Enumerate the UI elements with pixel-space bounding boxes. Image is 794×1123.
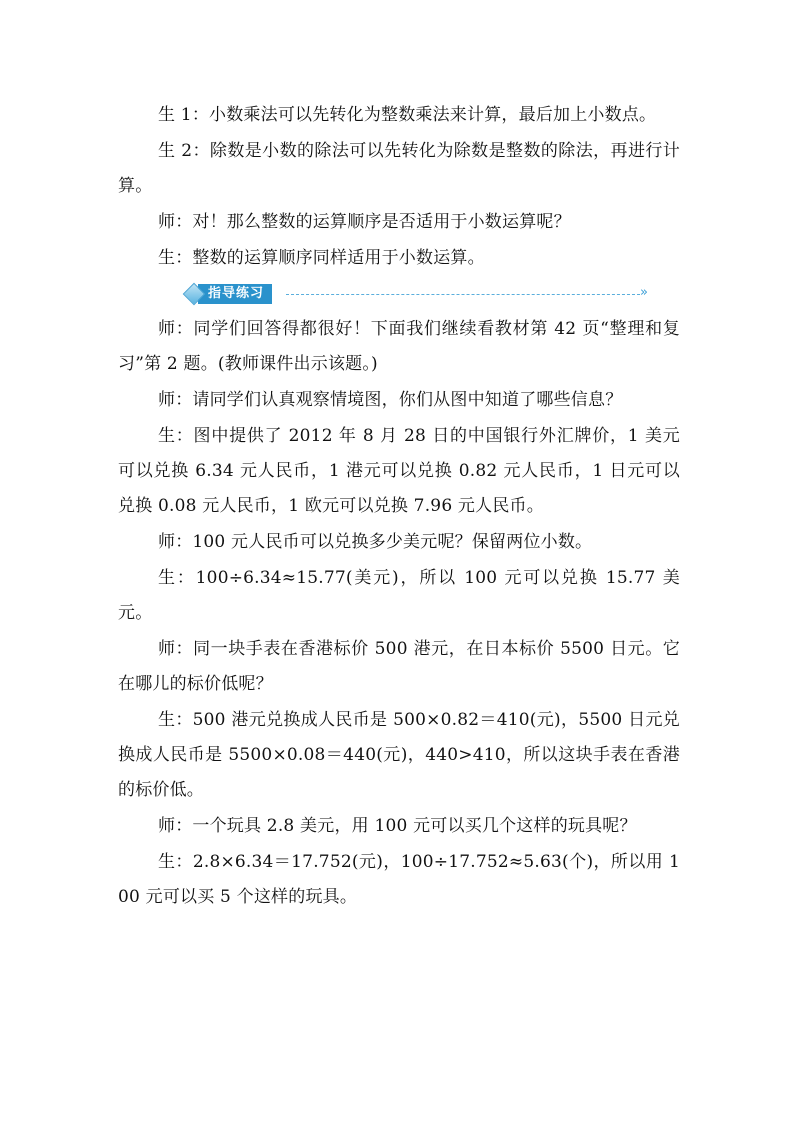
section-badge bbox=[186, 284, 272, 304]
double-chevron-right-icon: » bbox=[640, 285, 648, 300]
paragraph-student-answer: 生：整数的运算顺序同样适用于小数运算。 bbox=[158, 248, 485, 268]
paragraph-usd-question: 师：100 元人民币可以兑换多少美元呢？保留两位小数。 bbox=[158, 532, 593, 552]
section-header-guided-practice bbox=[118, 278, 680, 308]
paragraph-exchange-rates: 生：图中提供了 2012 年 8 月 28 日的中国银行外汇牌价，1 美元可以兑换 6.34 元人民币，1 港元可以兑换 0.82 元人民币，1 日元可以兑换 0.08 元人民币，1 欧元可以兑换 7.96 元人民币。 bbox=[118, 426, 680, 516]
paragraph-usd-answer: 生：100÷6.34≈15.77(美元)，所以 100 元可以兑换 15.77 美元。 bbox=[118, 568, 680, 623]
paragraph-toy-answer: 生：2.8×6.34＝17.752(元)，100÷17.752≈5.63(个)，所以用 100 元可以买 5 个这样的玩具。 bbox=[118, 852, 680, 907]
paragraph-student1: 生 1：小数乘法可以先转化为整数乘法来计算，最后加上小数点。 bbox=[158, 105, 657, 125]
paragraph-student2: 生 2：除数是小数的除法可以先转化为除数是整数的除法，再进行计算。 bbox=[118, 141, 680, 196]
paragraph-toy-question: 师：一个玩具 2.8 美元，用 100 元可以买几个这样的玩具呢？ bbox=[158, 816, 637, 836]
section-title: 指导练习 bbox=[198, 284, 272, 304]
dashed-divider bbox=[286, 294, 640, 295]
paragraph-watch-answer: 生：500 港元兑换成人民币是 500×0.82＝410(元)，5500 日元兑换成人民币是 5500×0.08＝440(元)，440>410，所以这块手表在香港的标价低。 bbox=[118, 710, 680, 800]
paragraph-watch-question: 师：同一块手表在香港标价 500 港元，在日本标价 5500 日元。它在哪儿的标价低呢？ bbox=[118, 639, 680, 694]
paragraph-teacher-question: 师：对！那么整数的运算顺序是否适用于小数运算呢？ bbox=[158, 212, 571, 232]
paragraph-textbook-intro: 师：同学们回答得都很好！下面我们继续看教材第 42 页“整理和复习”第 2 题。(教师课件出示该题。) bbox=[118, 319, 680, 374]
document-page bbox=[118, 98, 680, 916]
paragraph-observe-question: 师：请同学们认真观察情境图，你们从图中知道了哪些信息？ bbox=[158, 390, 623, 410]
